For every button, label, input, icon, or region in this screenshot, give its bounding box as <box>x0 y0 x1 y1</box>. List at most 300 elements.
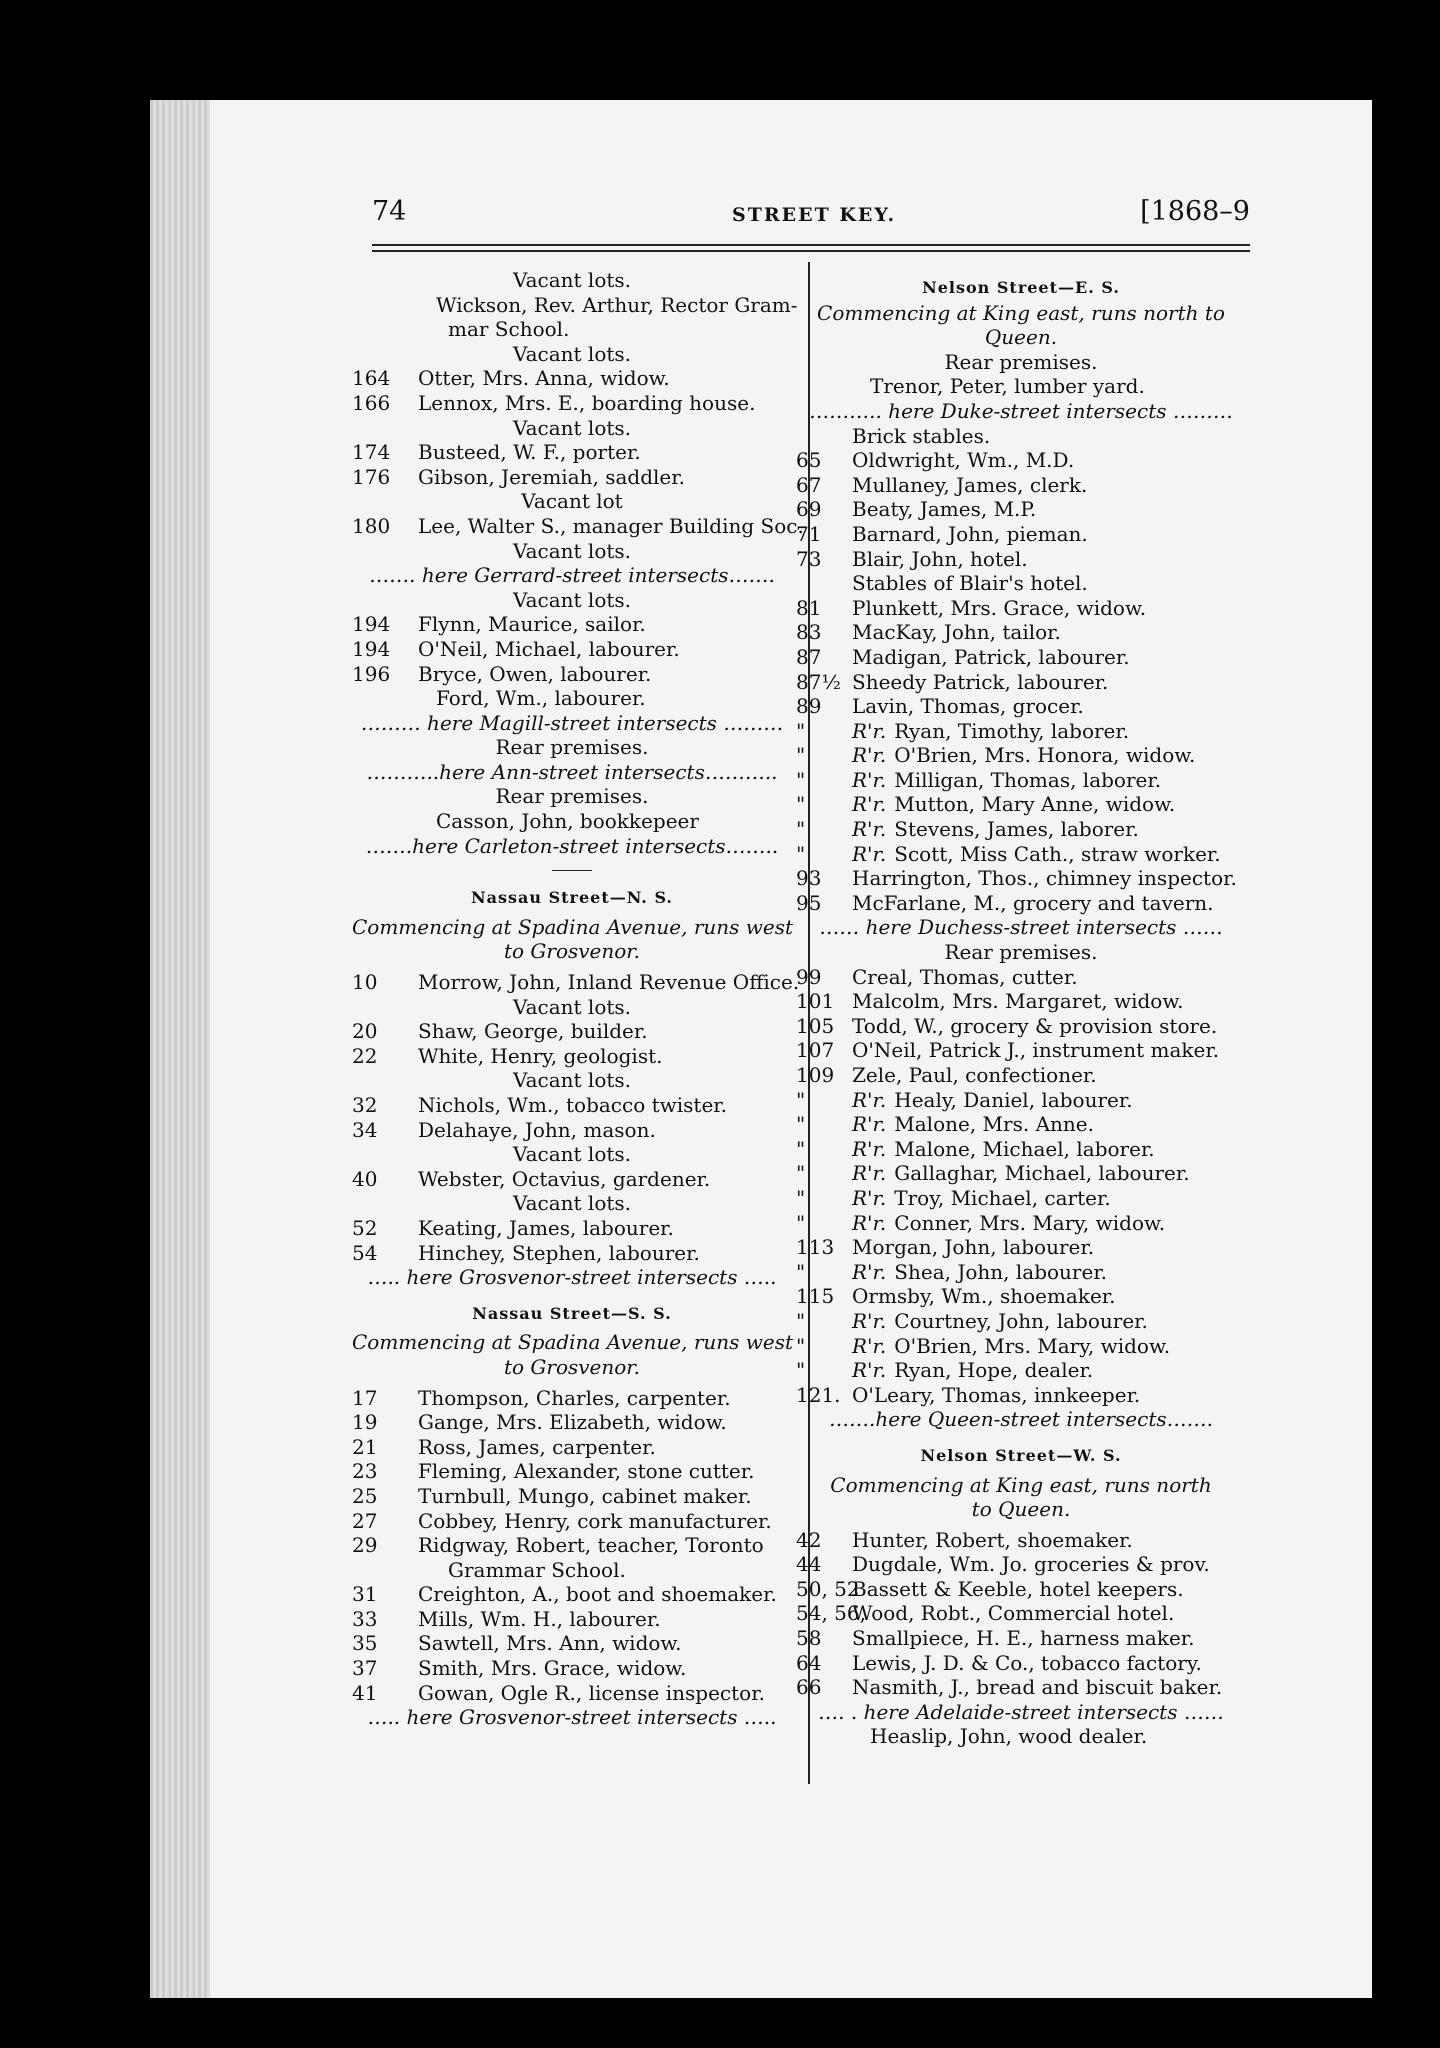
directory-entry <box>352 1631 792 1656</box>
rear-marker: R'r. <box>852 1210 887 1235</box>
house-number: " <box>796 817 806 842</box>
street-description-text: to Grosvenor. <box>503 1354 641 1379</box>
directory-entry <box>352 1167 792 1192</box>
short-rule <box>552 870 592 871</box>
directory-entry <box>796 842 1246 867</box>
house-number: 44 <box>796 1552 822 1577</box>
street-description-text: Queen. <box>984 325 1058 350</box>
house-number: 21 <box>352 1434 378 1459</box>
entry-text: Shaw, George, builder. <box>418 1019 648 1044</box>
directory-entry <box>796 645 1246 670</box>
house-number: 89 <box>796 694 822 719</box>
directory-entry <box>352 317 792 342</box>
directory-entry <box>352 588 792 613</box>
entry-text: White, Henry, geologist. <box>418 1043 663 1068</box>
intersection-note: …… here Duchess-street intersects …… <box>819 915 1223 940</box>
directory-entry <box>796 1700 1246 1725</box>
directory-entry <box>352 995 792 1020</box>
entry-name: O'Brien, Mrs. Mary, widow. <box>894 1333 1171 1358</box>
directory-entry <box>352 1093 792 1118</box>
rear-marker: R'r. <box>852 1333 887 1358</box>
intersection-note: …….here Queen-street intersects……. <box>828 1407 1213 1432</box>
entry-text <box>852 1358 1093 1383</box>
directory-entry <box>796 989 1246 1014</box>
directory-entry <box>796 1309 1246 1334</box>
house-number: 10 <box>352 970 378 995</box>
directory-entry <box>796 817 1246 842</box>
directory-entry <box>796 1038 1246 1063</box>
entry-text: Keating, James, labourer. <box>418 1215 674 1240</box>
entry-name: O'Brien, Mrs. Honora, widow. <box>894 743 1196 768</box>
directory-entry <box>796 473 1246 498</box>
street-heading-text: Nassau Street—S. S. <box>472 1303 672 1323</box>
entry-text: Sawtell, Mrs. Ann, widow. <box>418 1631 682 1656</box>
entry-text <box>852 817 1139 842</box>
house-number: 33 <box>352 1606 378 1631</box>
entry-note: Vacant lot <box>521 489 623 514</box>
entry-name: Healy, Daniel, labourer. <box>894 1087 1133 1112</box>
directory-entry <box>352 1216 792 1241</box>
entry-text: Dugdale, Wm. Jo. groceries & prov. <box>852 1552 1210 1577</box>
directory-entry <box>796 1724 1246 1749</box>
street-description <box>796 1497 1246 1522</box>
entry-name: Malone, Mrs. Anne. <box>894 1112 1094 1137</box>
street-description <box>352 1355 792 1380</box>
house-number: 87½ <box>796 669 841 694</box>
entry-text: Smallpiece, H. E., harness maker. <box>852 1626 1195 1651</box>
house-number: 35 <box>352 1631 378 1656</box>
entry-text <box>852 1260 1107 1285</box>
entry-note: Vacant lots. <box>512 538 632 563</box>
entry-text: Heaslip, John, wood dealer. <box>870 1724 1148 1749</box>
directory-entry <box>352 970 800 995</box>
house-number: " <box>796 743 806 768</box>
directory-entry <box>352 391 792 416</box>
house-number: " <box>796 1259 806 1284</box>
entry-text: Harrington, Thos., chimney inspector. <box>852 866 1237 891</box>
left-column <box>352 268 804 1730</box>
entry-text: Gange, Mrs. Elizabeth, widow. <box>418 1410 727 1435</box>
rear-marker: R'r. <box>852 767 887 792</box>
section-gap <box>352 1290 792 1302</box>
directory-entry <box>352 513 804 539</box>
house-number: 174 <box>352 440 391 465</box>
entry-name: Mutton, Mary Anne, widow. <box>894 792 1176 817</box>
directory-entry <box>352 1558 792 1583</box>
house-number: 107 <box>796 1038 835 1063</box>
house-number: " <box>796 1308 806 1333</box>
directory-entry <box>796 1577 1246 1602</box>
entry-note: Vacant lots. <box>512 268 632 292</box>
entry-text <box>852 1112 1094 1137</box>
street-description-text: Commencing at Spadina Avenue, runs west <box>352 914 794 939</box>
street-description-text: to Queen. <box>971 1497 1071 1522</box>
entry-text <box>852 1137 1155 1162</box>
directory-entry <box>796 1260 1246 1285</box>
house-number: 81 <box>796 595 822 620</box>
directory-entry <box>796 1014 1246 1039</box>
street-heading <box>796 276 1246 301</box>
entry-text: MacKay, John, tailor. <box>852 620 1061 645</box>
house-number: " <box>796 1087 806 1112</box>
directory-entry <box>352 1410 792 1435</box>
entry-note: Vacant lots. <box>512 341 632 366</box>
directory-entry <box>796 891 1246 916</box>
directory-entry <box>796 399 1246 424</box>
entry-name: Conner, Mrs. Mary, widow. <box>894 1210 1166 1235</box>
entry-text: Delahaye, John, mason. <box>418 1117 656 1142</box>
directory-entry <box>796 1626 1246 1651</box>
entry-text: Nichols, Wm., tobacco twister. <box>418 1093 728 1117</box>
directory-entry <box>352 1142 792 1167</box>
house-number: 69 <box>796 497 822 522</box>
directory-entry <box>352 735 792 760</box>
directory-entry <box>352 1019 792 1044</box>
house-number: 71 <box>796 521 822 546</box>
house-number: 22 <box>352 1043 378 1068</box>
entry-text: Hinchey, Stephen, labourer. <box>418 1240 700 1265</box>
directory-entry <box>352 809 792 834</box>
street-description <box>352 1330 792 1355</box>
directory-entry <box>352 1607 792 1632</box>
intersection-note: ….. here Grosvenor-street intersects ….. <box>367 1705 777 1730</box>
house-number: 41 <box>352 1680 378 1705</box>
house-number: " <box>796 1136 806 1161</box>
directory-entry <box>352 612 792 637</box>
entry-text: Gibson, Jeremiah, saddler. <box>418 464 685 489</box>
directory-entry <box>352 1484 792 1509</box>
entry-text <box>852 792 1175 817</box>
directory-entry <box>352 1656 792 1681</box>
house-number: 87 <box>796 644 822 669</box>
intersection-note: ….. here Grosvenor-street intersects ….. <box>367 1265 777 1290</box>
directory-entry <box>796 1161 1246 1186</box>
house-number: 52 <box>352 1215 378 1240</box>
directory-entry <box>352 1435 792 1460</box>
directory-entry <box>796 940 1246 965</box>
entry-text: Flynn, Maurice, sailor. <box>418 612 646 637</box>
street-heading <box>796 1444 1246 1469</box>
street-description-text: Commencing at King east, runs north <box>830 1472 1212 1497</box>
rear-marker: R'r. <box>852 1358 887 1383</box>
entry-note: Vacant lots. <box>512 1191 632 1216</box>
intersection-note: ………..here Ann-street intersects……….. <box>366 759 778 784</box>
entry-note: Vacant lots. <box>512 994 632 1019</box>
directory-entry <box>796 743 1246 768</box>
intersection-note: ……… here Magill-street intersects ……… <box>360 710 784 735</box>
section-rule <box>352 858 792 874</box>
entry-text: Beaty, James, M.P. <box>852 497 1037 522</box>
house-number: " <box>796 1210 806 1235</box>
directory-entry <box>796 866 1246 891</box>
house-number: " <box>796 718 806 743</box>
directory-entry <box>796 1601 1246 1626</box>
entry-text: McFarlane, M., grocery and tavern. <box>852 890 1214 915</box>
directory-entry <box>796 792 1246 817</box>
directory-entry <box>352 1386 792 1411</box>
directory-entry <box>796 965 1246 990</box>
house-number: 113 <box>796 1235 835 1260</box>
entry-text: Lennox, Mrs. E., boarding house. <box>418 390 756 415</box>
entry-text: Mills, Wm. H., labourer. <box>418 1606 661 1631</box>
entry-text: Busteed, W. F., porter. <box>418 440 641 465</box>
house-number: 166 <box>352 390 391 415</box>
entry-note: Rear premises. <box>944 940 1098 965</box>
directory-entry <box>352 268 792 293</box>
entry-name: Courtney, John, labourer. <box>894 1308 1148 1333</box>
entry-text <box>852 719 1129 744</box>
directory-entry <box>796 1186 1246 1211</box>
entry-text: Trenor, Peter, lumber yard. <box>870 374 1145 399</box>
entry-text: Lavin, Thomas, grocer. <box>852 694 1084 719</box>
house-number: 31 <box>352 1582 378 1607</box>
directory-entry <box>796 719 1246 744</box>
directory-entry <box>352 1459 792 1484</box>
section-gap <box>796 1432 1246 1444</box>
entry-name: Ryan, Hope, dealer. <box>894 1358 1094 1383</box>
directory-entry <box>796 1675 1246 1700</box>
directory-entry <box>352 292 798 318</box>
directory-entry <box>796 547 1246 572</box>
directory-entry <box>352 1681 792 1706</box>
house-number: 19 <box>352 1410 378 1435</box>
directory-entry <box>352 342 792 367</box>
entry-text: Lewis, J. D. & Co., tobacco factory. <box>852 1650 1202 1675</box>
directory-entry <box>352 489 792 514</box>
rear-marker: R'r. <box>852 718 887 743</box>
directory-entry <box>796 670 1246 695</box>
entry-text: Thompson, Charles, carpenter. <box>418 1385 731 1410</box>
entry-note: Rear premises. <box>944 349 1098 374</box>
directory-entry <box>796 571 1246 596</box>
directory-entry <box>352 662 792 687</box>
entry-text: Wood, Robt., Commercial hotel. <box>852 1601 1175 1626</box>
directory-entry <box>796 1552 1246 1577</box>
house-number: " <box>796 767 806 792</box>
entry-text: Oldwright, Wm., M.D. <box>852 448 1075 473</box>
entry-text: Cobbey, Henry, cork manufacturer. <box>418 1508 772 1533</box>
directory-entry <box>796 915 1246 940</box>
entry-text: Creighton, A., boot and shoemaker. <box>418 1582 777 1607</box>
entry-name: Stevens, James, laborer. <box>894 817 1139 842</box>
entry-text: Webster, Octavius, gardener. <box>418 1166 711 1191</box>
right-column <box>796 276 1246 1749</box>
house-number: 40 <box>352 1166 378 1191</box>
entry-text: O'Neil, Patrick J., instrument maker. <box>852 1038 1220 1063</box>
house-number: 34 <box>352 1117 378 1142</box>
entry-name: Shea, John, labourer. <box>894 1259 1108 1284</box>
entry-text: Malcolm, Mrs. Margaret, widow. <box>852 989 1184 1014</box>
entry-text: Creal, Thomas, cutter. <box>852 964 1078 989</box>
entry-text: Barnard, John, pieman. <box>852 521 1088 546</box>
directory-entry <box>796 1235 1246 1260</box>
entry-text: Gowan, Ogle R., license inspector. <box>418 1680 765 1705</box>
entry-text <box>852 1161 1190 1186</box>
directory-entry <box>352 1191 792 1216</box>
entry-text <box>852 768 1161 793</box>
directory-entry <box>796 1651 1246 1676</box>
entry-text: Madigan, Patrick, labourer. <box>852 644 1130 669</box>
entry-text: Todd, W., grocery & provision store. <box>852 1013 1218 1038</box>
house-number: 17 <box>352 1385 378 1410</box>
entry-text <box>852 1211 1165 1236</box>
house-number: " <box>796 1185 806 1210</box>
entry-name: Malone, Michael, laborer. <box>894 1136 1155 1161</box>
house-number: 83 <box>796 620 822 645</box>
house-number: 37 <box>352 1656 378 1681</box>
house-number: 65 <box>796 448 822 473</box>
entry-text: Brick stables. <box>852 423 991 448</box>
entry-note: Vacant lots. <box>512 1142 632 1167</box>
header-rule <box>372 244 1250 246</box>
house-number: 176 <box>352 464 391 489</box>
directory-entry <box>796 1088 1246 1113</box>
entry-text: Smith, Mrs. Grace, widow. <box>418 1656 687 1681</box>
rear-marker: R'r. <box>852 1308 887 1333</box>
house-number: 54, 56, <box>796 1601 866 1626</box>
page-header <box>372 196 1250 234</box>
house-number: 32 <box>352 1093 378 1117</box>
directory-entry <box>796 1112 1246 1137</box>
entry-text <box>852 1334 1170 1359</box>
page-number: 74 <box>372 196 407 227</box>
directory-entry <box>796 497 1246 522</box>
directory-entry <box>796 374 1246 399</box>
entry-text: Lee, Walter S., manager Building Soc. <box>418 513 804 538</box>
entry-text: Nasmith, J., bread and biscuit baker. <box>852 1675 1223 1700</box>
directory-entry <box>796 1137 1246 1162</box>
house-number: 42 <box>796 1527 822 1552</box>
entry-text: Ross, James, carpenter. <box>418 1434 656 1459</box>
rear-marker: R'r. <box>852 1259 887 1284</box>
entry-text <box>852 1186 1111 1211</box>
directory-entry <box>352 784 792 809</box>
entry-text: Ridgway, Robert, teacher, Toronto <box>418 1533 764 1558</box>
entry-text: Otter, Mrs. Anna, widow. <box>418 366 670 391</box>
house-number: 20 <box>352 1019 378 1044</box>
entry-text: Zele, Paul, confectioner. <box>852 1063 1097 1087</box>
house-number: " <box>796 1161 806 1186</box>
directory-entry <box>352 1582 792 1607</box>
directory-entry <box>352 711 792 736</box>
house-number: 50, 52 <box>796 1576 860 1601</box>
entry-text: Ford, Wm., labourer. <box>436 686 646 711</box>
entry-text <box>852 1088 1133 1113</box>
house-number: " <box>796 841 806 866</box>
directory-entry <box>352 539 792 564</box>
street-heading <box>352 886 792 911</box>
street-description-text: Commencing at King east, runs north to <box>817 300 1225 325</box>
page-title: STREET KEY. <box>732 204 897 226</box>
house-number: " <box>796 1112 806 1137</box>
entry-text: Mullaney, James, clerk. <box>852 472 1088 497</box>
house-number: 121. <box>796 1382 841 1407</box>
directory-entry <box>796 1211 1246 1236</box>
directory-entry <box>352 1241 792 1266</box>
entry-text: O'Leary, Thomas, innkeeper. <box>852 1382 1141 1407</box>
directory-entry <box>796 596 1246 621</box>
directory-entry <box>352 440 792 465</box>
house-number: 196 <box>352 661 391 686</box>
house-number: 67 <box>796 472 822 497</box>
directory-entry <box>796 1063 1246 1088</box>
directory-entry <box>796 350 1246 375</box>
entry-name: Troy, Michael, carter. <box>894 1185 1111 1210</box>
entry-text: Blair, John, hotel. <box>852 546 1028 571</box>
directory-entry <box>796 1358 1246 1383</box>
directory-entry <box>352 366 792 391</box>
house-number: 23 <box>352 1459 378 1484</box>
rear-marker: R'r. <box>852 1087 887 1112</box>
section-gap <box>352 874 792 886</box>
entry-text: Casson, John, bookkepeer <box>436 809 699 834</box>
entry-text: Hunter, Robert, shoemaker. <box>852 1527 1133 1552</box>
directory-entry <box>352 563 792 588</box>
entry-text: Bryce, Owen, labourer. <box>418 661 652 686</box>
entry-text: Fleming, Alexander, stone cutter. <box>418 1459 755 1484</box>
directory-entry <box>352 416 792 441</box>
entry-text: Morrow, John, Inland Revenue Office. <box>418 970 800 995</box>
directory-entry <box>352 1118 792 1143</box>
directory-entry <box>352 834 792 859</box>
directory-entry <box>796 1383 1246 1408</box>
entry-name: Gallaghar, Michael, labourer. <box>894 1161 1190 1186</box>
house-number: " <box>796 1333 806 1358</box>
directory-entry <box>352 686 792 711</box>
entry-note: Rear premises. <box>495 784 649 809</box>
street-description <box>796 325 1246 350</box>
house-number: 109 <box>796 1063 835 1087</box>
street-description-text: Commencing at Spadina Avenue, runs west <box>352 1330 794 1355</box>
house-number: 93 <box>796 866 822 891</box>
house-number: 194 <box>352 636 391 661</box>
directory-entry <box>796 620 1246 645</box>
directory-entry <box>796 1528 1246 1553</box>
entry-text: Plunkett, Mrs. Grace, widow. <box>852 595 1147 620</box>
house-number: 27 <box>352 1508 378 1533</box>
page-edge <box>150 100 210 1998</box>
house-number: 95 <box>796 890 822 915</box>
entry-note: Vacant lots. <box>512 1068 632 1093</box>
intersection-note: …. . here Adelaide-street intersects …… <box>818 1699 1224 1724</box>
directory-entry <box>352 1533 792 1558</box>
house-number: 66 <box>796 1675 822 1700</box>
house-number: 99 <box>796 964 822 989</box>
directory-entry <box>352 465 792 490</box>
street-heading-text: Nelson Street—W. S. <box>920 1445 1122 1465</box>
entry-name: Scott, Miss Cath., straw worker. <box>894 841 1221 866</box>
rear-marker: R'r. <box>852 1136 887 1161</box>
street-description <box>796 1473 1246 1498</box>
street-description-text: to Grosvenor. <box>503 939 641 964</box>
house-number: 64 <box>796 1650 822 1675</box>
rear-marker: R'r. <box>852 743 887 768</box>
directory-entry <box>796 1334 1246 1359</box>
house-number: 164 <box>352 366 391 391</box>
rear-marker: R'r. <box>852 841 887 866</box>
rear-marker: R'r. <box>852 1112 887 1137</box>
entry-text <box>852 743 1195 768</box>
rear-marker: R'r. <box>852 817 887 842</box>
rear-marker: R'r. <box>852 792 887 817</box>
directory-entry <box>352 1068 792 1093</box>
directory-entry <box>796 768 1246 793</box>
intersection-note: …….here Carleton-street intersects…….. <box>365 833 779 858</box>
street-heading-text: Nassau Street—N. S. <box>471 888 673 908</box>
directory-entry <box>352 1509 792 1534</box>
entry-text <box>852 1309 1148 1334</box>
directory-entry <box>796 448 1246 473</box>
